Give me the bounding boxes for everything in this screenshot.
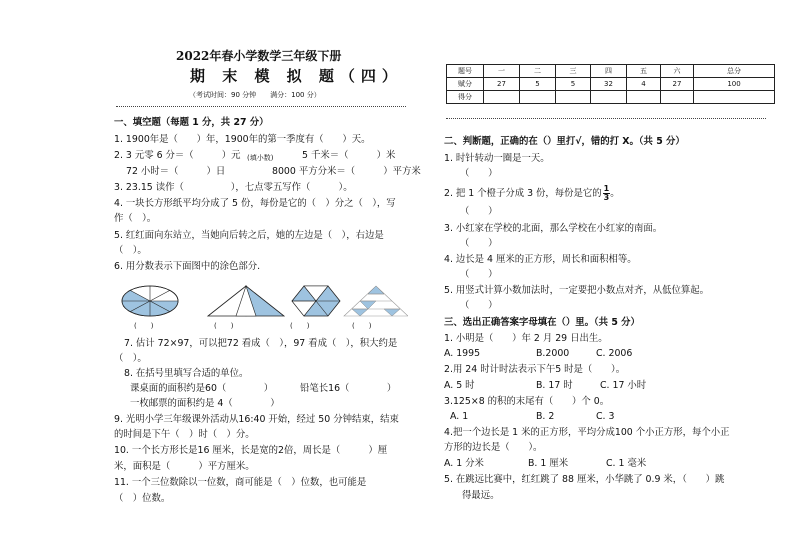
figure-answer-blank[interactable]: ( ) bbox=[352, 322, 372, 330]
choice-question: 1. 小明是（ ）年 2 月 29 日出生。 bbox=[444, 333, 608, 344]
judge-answer-blank[interactable]: （ ） bbox=[460, 206, 498, 217]
question-line: 9. 光明小学三年级课外活动从16:40 开始，经过 50 分钟结束，结束 bbox=[114, 414, 399, 425]
table-cell: 100 bbox=[694, 78, 775, 91]
choice-option[interactable]: C. 17 小时 bbox=[600, 380, 647, 391]
score-input-cell[interactable] bbox=[627, 91, 661, 104]
exam-info: （考试时间：90 分钟 满分：100 分） bbox=[189, 91, 321, 99]
question-line: 4. 一块长方形纸平均分成了 5 份，每份是它的（ ）分之（ ），写 bbox=[114, 198, 396, 209]
figure-answer-blank[interactable]: ( ) bbox=[134, 322, 154, 330]
choice-question: 4.把一个边长是 1 米的正方形，平均分成100 个小正方形，每个小正 bbox=[444, 427, 730, 438]
fraction-one-third: $\frac{1}{3}$ bbox=[603, 184, 610, 202]
judge-question-text: 2. 把 1 个橙子分成 3 份，每份是它的 bbox=[444, 188, 602, 199]
score-input-cell[interactable] bbox=[591, 91, 627, 104]
choice-option[interactable]: A. 1 bbox=[450, 411, 469, 422]
exam-title: 2022年春小学数学三年级下册 bbox=[176, 49, 342, 63]
table-cell: 一 bbox=[484, 65, 520, 78]
table-cell: 27 bbox=[484, 78, 520, 91]
table-cell: 4 bbox=[627, 78, 661, 91]
score-table-gained-row bbox=[447, 91, 775, 104]
question-line: 8000 平方分米＝（ ）平方米 bbox=[272, 166, 421, 177]
table-cell: 5 bbox=[556, 78, 591, 91]
question-line: 72 小时＝（ ）日 bbox=[126, 166, 226, 177]
score-input-cell[interactable] bbox=[556, 91, 591, 104]
table-cell: 27 bbox=[661, 78, 694, 91]
table-cell: 赋分 bbox=[447, 78, 484, 91]
question-line: 米，面积是（ ）平方厘米。 bbox=[114, 461, 255, 472]
question-note: (填小数) bbox=[247, 154, 274, 162]
table-cell: 总分 bbox=[694, 65, 775, 78]
choice-option[interactable]: A. 1995 bbox=[444, 348, 481, 359]
figure-answer-blank[interactable]: ( ) bbox=[290, 322, 310, 330]
choice-question: 2.用 24 时计时法表示下午5 时是（ ）。 bbox=[444, 364, 626, 375]
question-line: 铅笔长16（ ） bbox=[300, 383, 397, 394]
question-line: 5. 红红面向东站立，当她向后转之后，她的左边是（ ），右边是 bbox=[114, 230, 384, 241]
score-table-points-row bbox=[447, 78, 775, 91]
choice-option[interactable]: A. 1 分米 bbox=[444, 458, 484, 469]
question-line: 1. 1900年是（ ）年，1900年的第一季度有（ ）天。 bbox=[114, 134, 371, 145]
score-input-cell[interactable] bbox=[694, 91, 775, 104]
choice-option[interactable]: A. 5 时 bbox=[444, 380, 475, 391]
table-cell: 5 bbox=[520, 78, 556, 91]
section-3-heading: 三、选出正确答案字母填在（）里。（共 5 分） bbox=[444, 317, 640, 328]
choice-option[interactable]: C. 2006 bbox=[596, 348, 633, 359]
table-cell: 五 bbox=[627, 65, 661, 78]
judge-question: 3. 小红家在学校的北面，那么学校在小红家的南面。 bbox=[444, 223, 663, 234]
table-cell: 四 bbox=[591, 65, 627, 78]
question-line: 8. 在括号里填写合适的单位。 bbox=[124, 368, 249, 379]
judge-question: 1. 时针转动一圈是一天。 bbox=[444, 153, 550, 164]
choice-question: 得最远。 bbox=[462, 490, 500, 501]
choice-option[interactable]: B. 2 bbox=[536, 411, 555, 422]
question-line: 11. 一个三位数除以一位数，商可能是（ ）位数，也可能是 bbox=[114, 477, 367, 488]
question-line: 7. 估计 72×97，可以把72 看成（ ），97 看成（ ），积大约是 bbox=[124, 338, 398, 349]
judge-question: 4. 边长是 4 厘米的正方形，周长和面积相等。 bbox=[444, 254, 637, 265]
question-line: （ ）。 bbox=[114, 353, 147, 364]
question-line: （ ）位数。 bbox=[114, 493, 171, 504]
judge-question bbox=[444, 185, 620, 202]
judge-question-end: 。 bbox=[610, 188, 620, 199]
exam-subtitle: 期 末 模 拟 题（四） bbox=[190, 67, 403, 85]
question-line: （ ）。 bbox=[114, 245, 147, 256]
question-line: 6. 用分数表示下面图中的涂色部分. bbox=[114, 261, 261, 272]
score-input-cell[interactable] bbox=[520, 91, 556, 104]
table-cell: 题号 bbox=[447, 65, 484, 78]
header-divider bbox=[116, 106, 406, 107]
question-line: 课桌面的面积约是60（ ） bbox=[130, 383, 274, 394]
table-cell: 32 bbox=[591, 78, 627, 91]
judge-answer-blank[interactable]: （ ） bbox=[460, 269, 498, 280]
question-line: 3. 23.15 读作（ ），七点零五写作（ ）。 bbox=[114, 182, 353, 193]
score-table bbox=[446, 64, 775, 104]
score-input-cell[interactable] bbox=[661, 91, 694, 104]
choice-question: 5. 在跳远比赛中，红红跳了 88 厘米，小华跳了 0.9 米，（ ）跳 bbox=[444, 474, 725, 485]
table-cell: 三 bbox=[556, 65, 591, 78]
table-cell: 得分 bbox=[447, 91, 484, 104]
triangle-grid-figure bbox=[344, 286, 408, 316]
question-line: 10. 一个长方形长是16 厘米，长是宽的2倍，周长是（ ）厘 bbox=[114, 445, 388, 456]
score-input-cell[interactable] bbox=[484, 91, 520, 104]
score-table-header-row bbox=[447, 65, 775, 78]
section-2-heading: 二、判断题，正确的在（）里打√，错的打 X。（共 5 分） bbox=[444, 136, 685, 147]
question-line: 作（ ）。 bbox=[114, 213, 157, 224]
ellipse-figure bbox=[122, 286, 178, 316]
judge-answer-blank[interactable]: （ ） bbox=[460, 300, 498, 311]
choice-question: 方形的边长是（ ）。 bbox=[444, 442, 543, 453]
question-line: 5 千米＝（ ）米 bbox=[302, 150, 396, 161]
table-divider bbox=[446, 118, 766, 119]
choice-option[interactable]: B. 17 时 bbox=[536, 380, 573, 391]
judge-answer-blank[interactable]: （ ） bbox=[460, 168, 498, 179]
section-1-heading: 一、填空题（每题 1 分，共 27 分） bbox=[114, 117, 269, 128]
figure-answer-blank[interactable]: ( ) bbox=[214, 322, 234, 330]
choice-option[interactable]: B. 1 厘米 bbox=[528, 458, 569, 469]
choice-option[interactable]: B.2000 bbox=[536, 348, 570, 359]
table-cell: 六 bbox=[661, 65, 694, 78]
question-line: 的时间是下午（ ）时（ ）分。 bbox=[114, 429, 255, 440]
triangle-figure bbox=[208, 286, 284, 316]
choice-option[interactable]: C. 3 bbox=[596, 411, 615, 422]
choice-question: 3.125×8 的积的末尾有（ ）个 0。 bbox=[444, 396, 610, 407]
table-cell: 二 bbox=[520, 65, 556, 78]
question-line: 2. 3 元零 6 分＝（ ）元 bbox=[114, 150, 241, 161]
choice-option[interactable]: C. 1 毫米 bbox=[606, 458, 647, 469]
judge-question: 5. 用竖式计算小数加法时，一定要把小数点对齐，从低位算起。 bbox=[444, 285, 710, 296]
hexagon-figure bbox=[292, 286, 340, 316]
question-line: 一枚邮票的面积约是 4（ ） bbox=[130, 398, 280, 409]
judge-answer-blank[interactable]: （ ） bbox=[460, 238, 498, 249]
